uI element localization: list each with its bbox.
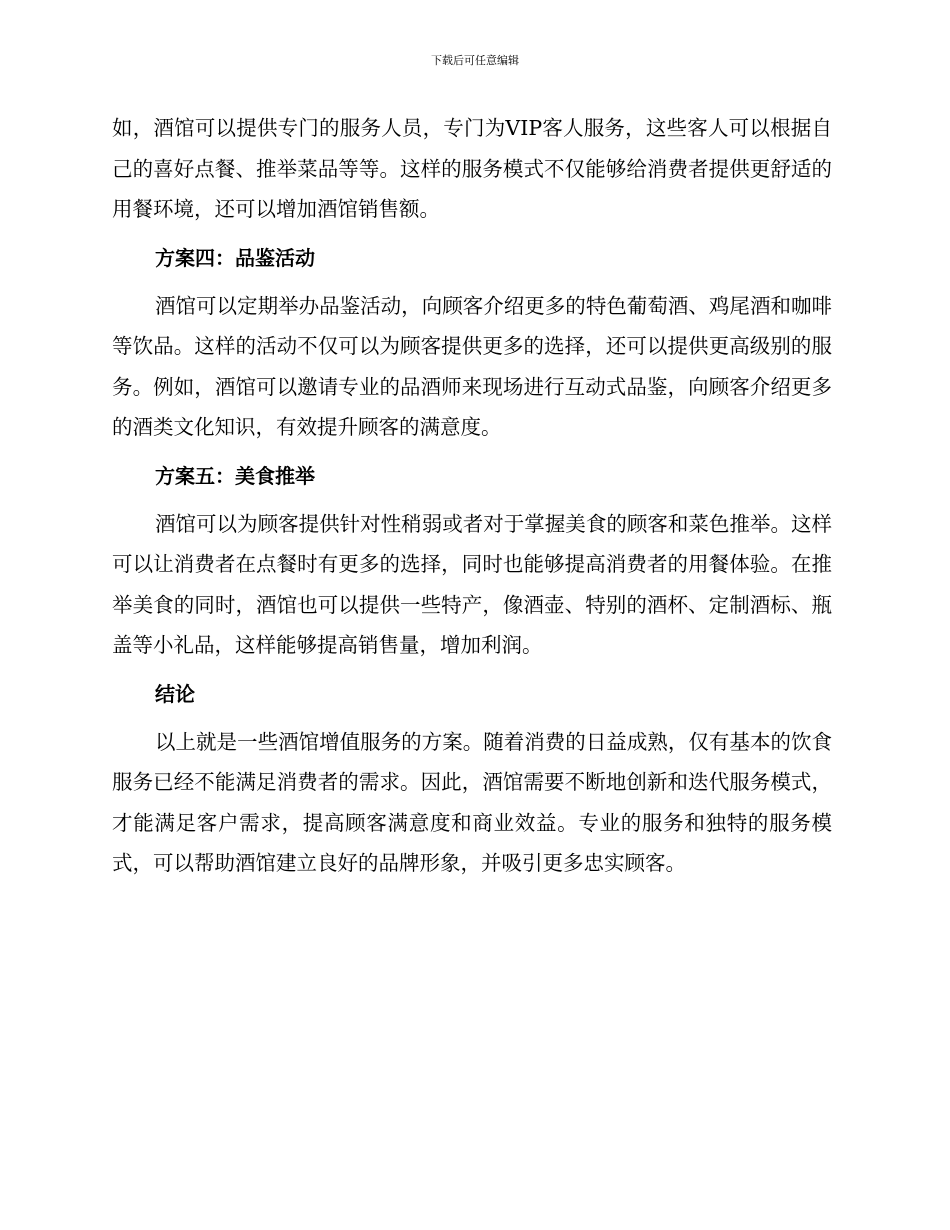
document-body [112,108,832,884]
section-heading-plan-4: 方案四：品鉴活动 [155,245,315,270]
section-paragraph-plan-4: 酒馆可以定期举办品鉴活动，向顾客介绍更多的特色葡萄酒、鸡尾酒和咖啡等饮品。这样的活动不仅可以为顾客提供更多的选择，还可以提供更高级别的服务。例如，酒馆可以邀请专业的品酒师来现场进行互动式品鉴，向顾客介绍更多的酒类文化知识，有效提升顾客的满意度。 [112,293,832,439]
intro-paragraph: 如，酒馆可以提供专门的服务人员，专门为VIP客人服务，这些客人可以根据自己的喜好点餐、推举菜品等等。这样的服务模式不仅能够给消费者提供更舒适的用餐环境，还可以增加酒馆销售额。 [112,116,832,221]
section-heading-plan-5: 方案五：美食推举 [155,463,315,488]
section-heading-conclusion: 结论 [155,681,195,706]
page-header: 下载后可任意编辑 [431,54,519,67]
section-paragraph-conclusion: 以上就是一些酒馆增值服务的方案。随着消费的日益成熟，仅有基本的饮食服务已经不能满足消费者的需求。因此，酒馆需要不断地创新和迭代服务模式，才能满足客户需求，提高顾客满意度和商业效益。专业的服务和独特的服务模式，可以帮助酒馆建立良好的品牌形象，并吸引更多忠实顾客。 [112,729,832,875]
section-paragraph-plan-5: 酒馆可以为顾客提供针对性稍弱或者对于掌握美食的顾客和菜色推举。这样可以让消费者在点餐时有更多的选择，同时也能够提高消费者的用餐体验。在推举美食的同时，酒馆也可以提供一些特产，像酒壶、特别的酒杯、定制酒标、瓶盖等小礼品，这样能够提高销售量，增加利润。 [112,511,832,657]
